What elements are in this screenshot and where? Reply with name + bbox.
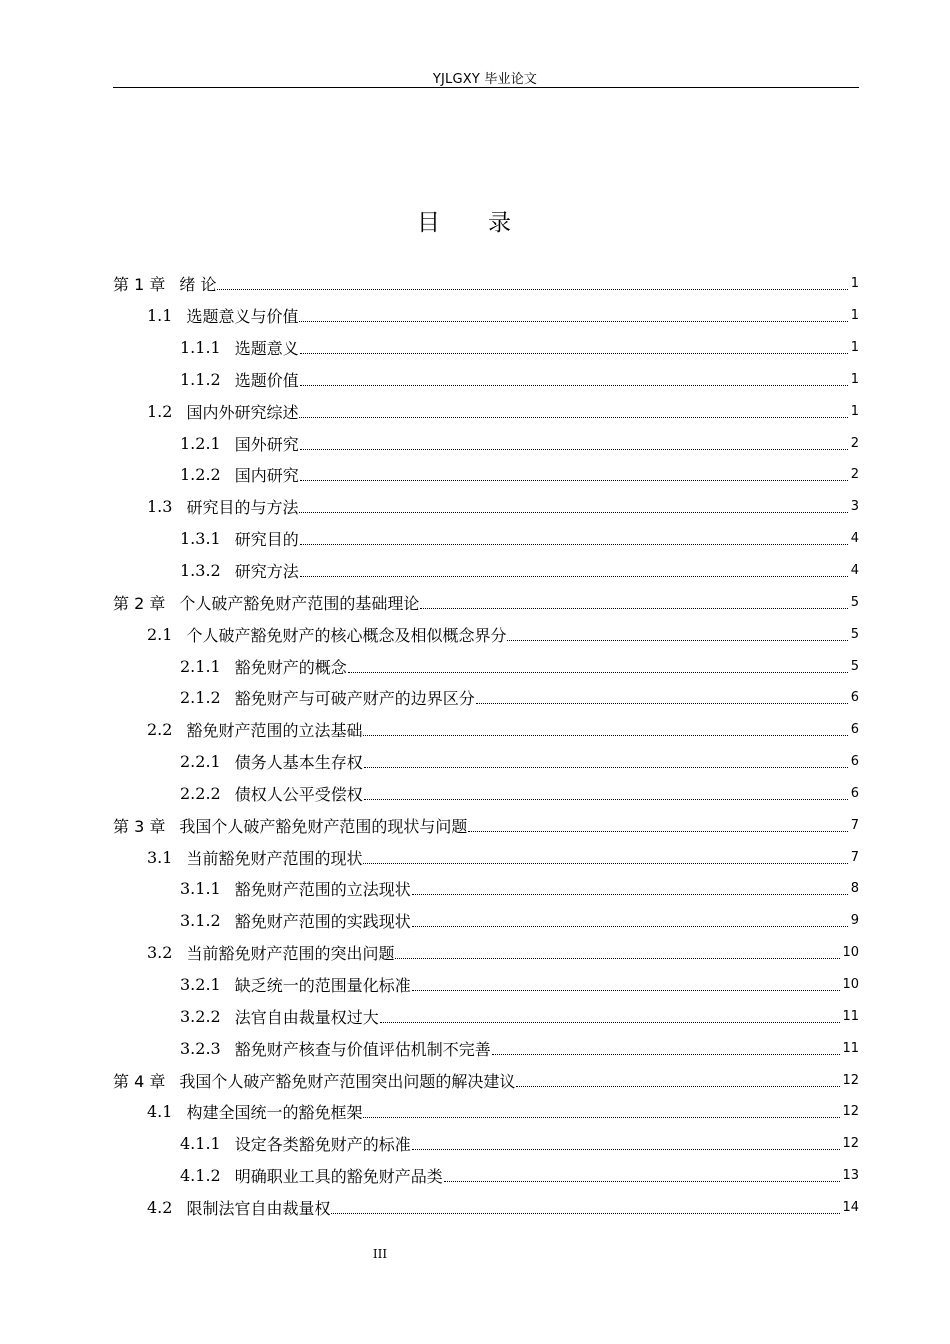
toc-entry-number: 3.2 bbox=[147, 943, 173, 963]
toc-entry[interactable] bbox=[113, 1191, 859, 1223]
toc-dot-leader bbox=[299, 512, 848, 513]
toc-entry[interactable] bbox=[113, 873, 859, 905]
toc-entry[interactable] bbox=[113, 364, 859, 396]
toc-entry[interactable] bbox=[113, 332, 859, 364]
toc-entry-number: 3.1.1 bbox=[180, 879, 221, 899]
toc-entry-title: 个人破产豁免财产的核心概念及相似概念界分 bbox=[186, 625, 507, 645]
toc-entry-title: 选题意义 bbox=[234, 339, 299, 359]
toc-entry-page: 6 bbox=[850, 785, 859, 801]
toc-entry[interactable] bbox=[113, 555, 859, 587]
toc-entry-title: 豁免财产范围的立法基础 bbox=[186, 721, 363, 741]
toc-entry-number: 2.1 bbox=[147, 624, 173, 644]
toc-entry-title: 选题价值 bbox=[234, 370, 299, 390]
toc-entry-title: 构建全国统一的豁免框架 bbox=[186, 1103, 363, 1123]
toc-dot-leader bbox=[492, 1054, 841, 1055]
table-of-contents bbox=[113, 268, 859, 1223]
toc-entry-title: 明确职业工具的豁免财产品类 bbox=[234, 1167, 443, 1187]
toc-dot-leader bbox=[412, 894, 848, 895]
toc-entry[interactable] bbox=[113, 682, 859, 714]
toc-entry-page: 6 bbox=[850, 690, 859, 706]
toc-entry-title: 个人破产豁免财产范围的基础理论 bbox=[179, 593, 420, 613]
toc-entry-title: 研究方法 bbox=[234, 562, 299, 582]
toc-entry-page: 12 bbox=[842, 1104, 859, 1120]
toc-entry[interactable] bbox=[113, 427, 859, 459]
toc-entry-page: 12 bbox=[842, 1136, 859, 1152]
toc-entry-title: 债务人基本生存权 bbox=[234, 753, 363, 773]
toc-entry-number: 1.1.2 bbox=[180, 369, 221, 389]
toc-entry-page: 5 bbox=[850, 626, 859, 642]
toc-entry-number: 3.2.3 bbox=[180, 1038, 221, 1058]
toc-entry[interactable] bbox=[113, 1000, 859, 1032]
toc-entry-title: 绪 论 bbox=[179, 275, 217, 295]
toc-entry-page: 3 bbox=[850, 499, 859, 515]
toc-entry[interactable] bbox=[113, 714, 859, 746]
toc-dot-leader bbox=[395, 958, 840, 959]
toc-entry[interactable] bbox=[113, 268, 859, 300]
toc-entry-number: 3.1 bbox=[147, 847, 173, 867]
toc-entry-page: 7 bbox=[850, 849, 859, 865]
toc-entry[interactable] bbox=[113, 905, 859, 937]
toc-entry-page: 6 bbox=[850, 722, 859, 738]
toc-dot-leader bbox=[300, 576, 848, 577]
toc-entry[interactable] bbox=[113, 937, 859, 969]
toc-entry-number: 第 3 章 bbox=[113, 816, 166, 836]
toc-entry-number: 1.2 bbox=[147, 401, 173, 421]
toc-entry[interactable] bbox=[113, 650, 859, 682]
toc-dot-leader bbox=[300, 449, 848, 450]
toc-dot-leader bbox=[299, 417, 848, 418]
toc-entry-number: 第 4 章 bbox=[113, 1071, 166, 1091]
toc-dot-leader bbox=[412, 1149, 841, 1150]
toc-entry-number: 2.2.2 bbox=[180, 783, 221, 803]
toc-entry-page: 11 bbox=[842, 1040, 859, 1056]
toc-entry-page: 4 bbox=[850, 563, 859, 579]
toc-dot-leader bbox=[217, 289, 848, 290]
toc-entry[interactable] bbox=[113, 969, 859, 1001]
toc-dot-leader bbox=[420, 608, 848, 609]
toc-entry-title: 设定各类豁免财产的标准 bbox=[234, 1135, 411, 1155]
toc-entry-title: 豁免财产与可破产财产的边界区分 bbox=[234, 689, 475, 709]
toc-entry-title: 缺乏统一的范围量化标准 bbox=[234, 975, 411, 995]
toc-entry-number: 1.1 bbox=[147, 306, 173, 326]
toc-dot-leader bbox=[299, 321, 848, 322]
toc-entry-number: 2.2 bbox=[147, 720, 173, 740]
toc-entry-title: 法官自由裁量权过大 bbox=[234, 1007, 379, 1027]
toc-entry-title: 选题意义与价值 bbox=[186, 307, 299, 327]
toc-dot-leader bbox=[363, 735, 848, 736]
toc-entry-number: 3.2.1 bbox=[180, 974, 221, 994]
toc-entry-page: 10 bbox=[842, 945, 859, 961]
toc-entry[interactable] bbox=[113, 841, 859, 873]
toc-entry-title: 国内研究 bbox=[234, 466, 299, 486]
toc-dot-leader bbox=[300, 480, 848, 481]
toc-dot-leader bbox=[300, 385, 848, 386]
toc-entry-page: 7 bbox=[850, 817, 859, 833]
toc-dot-leader bbox=[380, 1022, 841, 1023]
toc-dot-leader bbox=[476, 703, 848, 704]
toc-entry-title: 国内外研究综述 bbox=[186, 402, 299, 422]
toc-entry-page: 1 bbox=[850, 403, 859, 419]
toc-entry-page: 1 bbox=[850, 371, 859, 387]
toc-entry-number: 2.1.1 bbox=[180, 656, 221, 676]
toc-entry-page: 11 bbox=[842, 1008, 859, 1024]
toc-entry-title: 我国个人破产豁免财产范围的现状与问题 bbox=[179, 816, 468, 836]
toc-dot-leader bbox=[300, 353, 848, 354]
toc-entry-page: 12 bbox=[842, 1072, 859, 1088]
toc-entry-title: 豁免财产核查与价值评估机制不完善 bbox=[234, 1039, 491, 1059]
toc-entry[interactable] bbox=[113, 1096, 859, 1128]
toc-entry[interactable] bbox=[113, 1064, 859, 1096]
toc-dot-leader bbox=[331, 1213, 840, 1214]
toc-entry-page: 10 bbox=[842, 976, 859, 992]
toc-entry-page: 5 bbox=[850, 658, 859, 674]
toc-entry-number: 4.1.2 bbox=[180, 1166, 221, 1186]
footer-page-number: III bbox=[372, 1247, 388, 1261]
toc-entry-title: 研究目的与方法 bbox=[186, 498, 299, 518]
toc-entry-number: 3.2.2 bbox=[180, 1006, 221, 1026]
toc-dot-leader bbox=[363, 863, 848, 864]
toc-entry-title: 当前豁免财产范围的现状 bbox=[186, 848, 363, 868]
toc-entry-page: 4 bbox=[850, 531, 859, 547]
toc-entry-page: 2 bbox=[850, 435, 859, 451]
toc-entry-number: 第 1 章 bbox=[113, 275, 166, 295]
toc-entry-number: 3.1.2 bbox=[180, 911, 221, 931]
header-rule bbox=[113, 87, 859, 88]
toc-entry[interactable] bbox=[113, 300, 859, 332]
toc-dot-leader bbox=[412, 990, 841, 991]
toc-dot-leader bbox=[364, 767, 848, 768]
toc-entry-title: 我国个人破产豁免财产范围突出问题的解决建议 bbox=[179, 1071, 516, 1091]
toc-entry-page: 13 bbox=[842, 1168, 859, 1184]
toc-entry-number: 1.2.1 bbox=[180, 433, 221, 453]
toc-dot-leader bbox=[507, 640, 848, 641]
toc-entry-title: 豁免财产的概念 bbox=[234, 657, 347, 677]
toc-entry-title: 研究目的 bbox=[234, 530, 299, 550]
toc-entry-number: 4.2 bbox=[147, 1197, 173, 1217]
toc-entry-page: 2 bbox=[850, 467, 859, 483]
toc-entry[interactable] bbox=[113, 809, 859, 841]
toc-dot-leader bbox=[364, 799, 848, 800]
toc-entry-title: 当前豁免财产范围的突出问题 bbox=[186, 944, 395, 964]
toc-entry-number: 4.1.1 bbox=[180, 1134, 221, 1154]
toc-dot-leader bbox=[412, 926, 848, 927]
toc-entry-page: 5 bbox=[850, 594, 859, 610]
toc-dot-leader bbox=[468, 831, 848, 832]
toc-entry[interactable] bbox=[113, 1128, 859, 1160]
toc-title: 目录 bbox=[417, 210, 559, 236]
toc-entry-page: 14 bbox=[842, 1199, 859, 1215]
toc-entry[interactable] bbox=[113, 1160, 859, 1192]
toc-entry-number: 2.1.2 bbox=[180, 688, 221, 708]
toc-entry[interactable] bbox=[113, 778, 859, 810]
toc-entry-page: 8 bbox=[850, 881, 859, 897]
toc-entry-title: 国外研究 bbox=[234, 434, 299, 454]
toc-entry-title: 豁免财产范围的实践现状 bbox=[234, 912, 411, 932]
toc-entry-number: 1.3.1 bbox=[180, 529, 221, 549]
toc-dot-leader bbox=[300, 544, 848, 545]
toc-entry[interactable] bbox=[113, 586, 859, 618]
toc-dot-leader bbox=[348, 672, 848, 673]
toc-entry-number: 1.3.2 bbox=[180, 561, 221, 581]
toc-entry-page: 9 bbox=[850, 913, 859, 929]
toc-entry-number: 第 2 章 bbox=[113, 593, 166, 613]
toc-entry[interactable] bbox=[113, 1032, 859, 1064]
toc-entry-number: 1.1.1 bbox=[180, 338, 221, 358]
toc-entry-page: 1 bbox=[850, 308, 859, 324]
toc-entry[interactable] bbox=[113, 395, 859, 427]
toc-dot-leader bbox=[363, 1117, 840, 1118]
toc-entry-page: 1 bbox=[850, 276, 859, 292]
toc-dot-leader bbox=[516, 1086, 840, 1087]
toc-entry-number: 1.3 bbox=[147, 497, 173, 517]
toc-entry-number: 1.2.2 bbox=[180, 465, 221, 485]
toc-entry[interactable] bbox=[113, 523, 859, 555]
toc-entry-page: 6 bbox=[850, 754, 859, 770]
toc-entry[interactable] bbox=[113, 491, 859, 523]
running-header: YJLGXY 毕业论文 bbox=[432, 72, 538, 87]
toc-entry-page: 1 bbox=[850, 340, 859, 356]
toc-dot-leader bbox=[444, 1181, 841, 1182]
toc-entry[interactable] bbox=[113, 618, 859, 650]
toc-entry-title: 限制法官自由裁量权 bbox=[186, 1198, 331, 1218]
toc-entry-number: 4.1 bbox=[147, 1102, 173, 1122]
toc-entry-title: 债权人公平受偿权 bbox=[234, 784, 363, 804]
toc-entry-number: 2.2.1 bbox=[180, 752, 221, 772]
toc-entry[interactable] bbox=[113, 746, 859, 778]
toc-entry-title: 豁免财产范围的立法现状 bbox=[234, 880, 411, 900]
toc-entry[interactable] bbox=[113, 459, 859, 491]
